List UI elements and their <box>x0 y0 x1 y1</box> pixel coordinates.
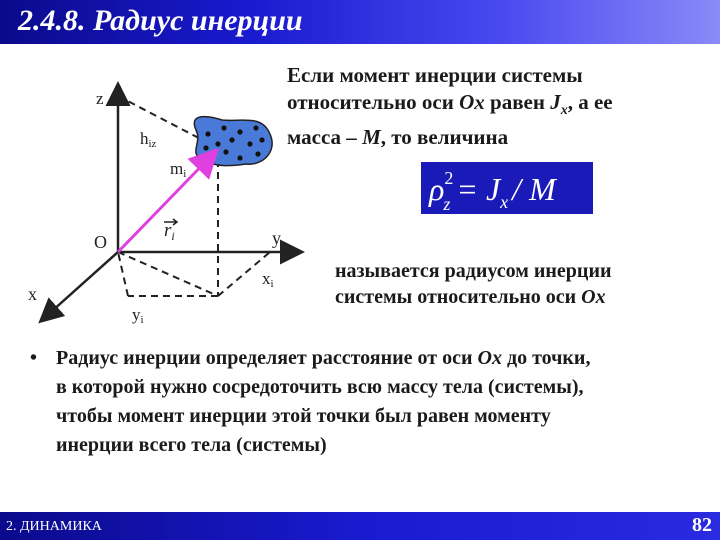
label-hiz: hiz <box>140 129 157 150</box>
bullet-item <box>30 344 710 460</box>
formula-box <box>421 162 593 214</box>
label-z: z <box>96 89 104 108</box>
projection-origin <box>118 252 218 296</box>
x-axis <box>42 252 118 320</box>
footer-section: 2. ДИНАМИКА <box>6 519 102 534</box>
label-yi: yi <box>132 305 144 326</box>
svg-text:ri: $r_i$ <box>164 220 175 243</box>
slide-title: 2.4.8. Радиус инерции <box>18 4 303 37</box>
label-mi: mi <box>170 159 187 180</box>
label-ri <box>164 219 177 243</box>
named-line-2: системы относительно оси Ox <box>335 286 606 308</box>
label-xi: xi <box>262 269 274 290</box>
named-text <box>335 258 715 310</box>
formula: $\rho^2$ $z = J_x / M$ <box>429 168 556 214</box>
page-number: 82 <box>692 514 712 536</box>
footer-bar <box>0 512 720 540</box>
title-bar <box>0 0 720 44</box>
intro-line-3: масса – M, то величина <box>287 125 509 150</box>
bullet-text: Радиус инерции определяет расстояние от оси Ox до точки, в которой нужно сосредоточить всю массу тела (системы), чтобы момент инерции этой точки был равен моменту инерции всего тела (системы) <box>56 347 591 456</box>
label-x: x <box>28 284 37 304</box>
label-y: y <box>272 228 281 248</box>
bullet-dot-icon: • <box>30 347 38 369</box>
intro-line-1: Если момент инерции системы <box>287 63 583 87</box>
intro-line-2: относительно оси Ox равен $J_x$, а ее <box>287 90 613 119</box>
label-origin: O <box>94 232 107 252</box>
named-line-1: называется радиусом инерции <box>335 260 612 282</box>
intro-text <box>287 62 707 151</box>
projection-xaxis <box>118 252 128 296</box>
coordinate-diagram <box>0 44 320 344</box>
